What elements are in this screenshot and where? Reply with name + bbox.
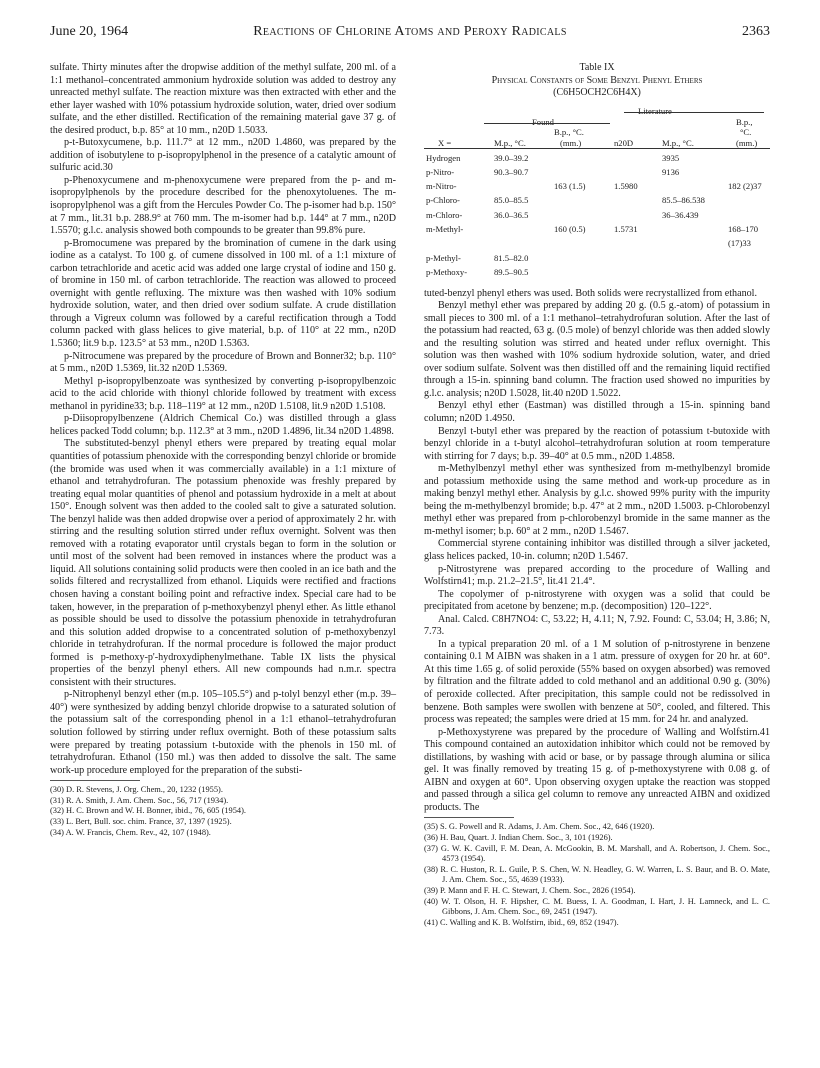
footnote: (34) A. W. Francis, Chem. Rev., 42, 107 (1948). [50, 827, 211, 837]
footnote: (37) G. W. K. Cavill, F. M. Dean, A. McGookin, B. M. Marshall, and A. Robertson, J. Chem. Soc., 4573 (1954). [424, 843, 770, 864]
footnote: (33) L. Bert, Bull. soc. chim. France, 37, 1397 (1925). [50, 816, 232, 826]
footnote: (32) H. C. Brown and W. H. Bonner, ibid., 76, 605 (1954). [50, 806, 246, 816]
paragraph: Methyl p-isopropylbenzoate was synthesized by converting p-isopropylbenzoic acid to the acid chloride with thionyl chloride followed by treatment with excess methanol in pyridine33; b.p. 118–119° at 12 mm., n20D 1.5108, lit.9 n20D 1.5108. [50, 375, 396, 412]
left-column [50, 62, 396, 838]
paragraph: tuted-benzyl phenyl ethers was used. Both solids were recrystallized from ethanol. [424, 287, 757, 299]
col-bp-header: B.p., °C. [554, 126, 584, 137]
footnote: (38) R. C. Huston, R. L. Guile, P. S. Chen, W. N. Headley, G. W. Warren, L. S. Baur, and B. O. Mate, J. Am. Chem. Soc., 55, 4639 (1933). [424, 864, 770, 885]
paragraph: p-Phenoxycumene and m-phenoxycumene were prepared from the p- and m-isopropylphenols by the procedure described for the phenoxytoluenes. The m-isopropylphenol was a gift from the Hercules Powder Co. The p-isomer had b.p. 150° at 7 mm., lit.31 b.p. 288.9° at 760 mm. The m-isomer had b.p. 144° at 7 mm., n20D 1.5570; g.l.c. analysis showed both compounds to be greater than 99.8% pure. [50, 174, 396, 237]
paragraph: In a typical preparation 20 ml. of a 1 M solution of p-nitrostyrene in benzene containing 0.1 M AIBN was shaken in a 1 atm. pressure of oxygen for 20 hr. at 60°. At this time 1.65 g. of solid peroxide (55% based on oxygen absorbed) was removed by filtration and the filtrate added to cold methanol and an additional 0.90 g. (30%) of peroxide collected. After precipitation, this sample could not be redissolved in benzene. Both samples were swollen with benzene at 50°, cooled, and filtered. This process was repeated; the samples were dried at 15 mm. for 24 hr. and analyzed. [424, 638, 770, 726]
paragraph: p-Diisopropylbenzene (Aldrich Chemical Co.) was distilled through a glass helices packed Todd column; b.p. 112.3° at 3 mm., n20D 1.4896, lit.34 n20D 1.4898. [50, 413, 396, 437]
table-cell-lmp: 85.5–86.538 [662, 195, 705, 206]
table-cell-bp: 163 (1.5) [554, 181, 586, 192]
paragraph: p-t-Butoxycumene, b.p. 111.7° at 12 mm., n20D 1.4860, was prepared by the addition of isobutylene to p-isopropylphenol in the presence of a catalytic amount of sulfuric acid.30 [50, 137, 396, 174]
header-date: June 20, 1964 [50, 24, 129, 39]
paragraph: m-Methylbenzyl methyl ether was synthesized from m-methylbenzyl bromide and potassium methoxide using the same method and work-up procedure as in making benzyl methyl ether. Analysis by g.l.c. showed 99% purity with the impurity being the m-methylbenzyl bromide; b.p. 47° at 2 mm., n20D 1.5003. p-Chlorobenzyl methyl ether was prepared from p-chlorobenzyl bromide in the same manner as the m-methyl isomer; b.p. 60° at 2 mm., n20D 1.5467. [424, 463, 770, 537]
table-cell-lmp: 3935 [662, 152, 680, 163]
paragraph: Commercial styrene containing inhibitor was distilled through a silver jacketed, glass helices packed, 10-in. column; n20D 1.5467. [424, 538, 770, 562]
table-cell-lbp: 168–170 [728, 224, 759, 234]
table-cell-lmp: 36–36.439 [662, 209, 699, 220]
footnote: (35) S. G. Powell and R. Adams, J. Am. Chem. Soc., 42, 646 (1920). [424, 822, 655, 832]
header-rule [424, 148, 770, 149]
paragraph: p-Bromocumene was prepared by the bromination of cumene in the dark using iodine as a catalyst. To 100 g. of cumene dissolved in 100 ml. of a 1:1 mixture of carbon tetrachloride and acetic acid was added one large crystal of iodine and 150 g. of bromine in 150 ml. of carbon tetrachloride. The reaction was allowed to proceed overnight with gentle refluxing. The mixture was then washed with 10% sodium hydroxide solution, water, and then dried over sodium sulfate. A crude distillation through a Vigreux column was followed by a careful rectification through a Todd column packed with glass helices to give material, b.p. of 110° at 22 mm., n20D 1.5360; lit.9 b.p. 123.5° at 53 mm., n20D 1.5363. [50, 237, 396, 350]
col-bp-unit-header: (mm.) [560, 137, 582, 148]
table-cell-mp: 85.0–85.5 [494, 195, 529, 206]
col-x-header: X = [438, 137, 452, 148]
col-lit-mp-header: M.p., °C. [662, 137, 694, 148]
col-nd-header: n20D [614, 137, 634, 148]
table-title: Physical Constants of Some Benzyl Phenyl Ethers [491, 74, 703, 86]
footnote: (30) D. R. Stevens, J. Org. Chem., 20, 1232 (1955). [50, 785, 223, 795]
right-column [424, 62, 770, 928]
table-cell-lbp: 182 (2)37 [728, 181, 762, 192]
physical-constants-table [424, 104, 770, 288]
table-cell-x: m-Chloro- [426, 209, 463, 220]
table-cell-bp: 160 (0.5) [554, 224, 586, 234]
table-cell-x: p-Methoxy- [426, 266, 468, 277]
paragraph: Anal. Calcd. C8H7NO4: C, 53.22; H, 4.11; N, 7.92. Found: C, 53.04; H, 3.86; N, 7.73. [424, 613, 770, 638]
table-cell-mp: 36.0–36.5 [494, 209, 529, 220]
table-cell-x: Hydrogen [426, 152, 461, 163]
table-cell-lbp: (17)33 [728, 238, 751, 249]
table-cell-x: m-Nitro- [426, 181, 457, 192]
paragraph: p-Nitrostyrene was prepared according to the procedure of Walling and Wolfstirn41; m.p. 21.2–21.5°, lit.41 21.4°. [424, 563, 770, 588]
group-found-label: Found [532, 116, 554, 127]
literature-rule [624, 112, 764, 113]
page-number: 2363 [742, 24, 770, 39]
footnote-rule [424, 817, 514, 818]
table-cell-x: p-Chloro- [426, 195, 460, 206]
running-header [50, 24, 770, 44]
footnote-rule [50, 780, 140, 781]
table-cell-mp: 90.3–90.7 [494, 166, 529, 177]
paragraph: The copolymer of p-nitrostyrene with oxygen was a solid that could be precipitated from acetone by benzene; m.p. (decomposition) 120–122°. [424, 588, 770, 613]
col-lit-bp-unit: °C. [740, 126, 752, 137]
table-label: Table IX [579, 62, 615, 73]
col-lit-bp-mm: (mm.) [736, 137, 758, 148]
table-cell-x: p-Methyl- [426, 252, 461, 263]
paragraph: p-Methoxystyrene was prepared by the procedure of Walling and Wolfstirn.41 This compound contained an autoxidation inhibitor which could not be removed by distillations, by washing with acid or base, or by passage through alumina or silica gel. It was finally removed by treating 15 g. of p-methoxystyrene with 0.08 g. of AIBN and oxygen at 60°. Upon observing oxygen uptake the reaction was stopped and passed through a silica gel column to remove any unreacted AIBN and oxidized products. The [424, 726, 770, 813]
footnote: (31) R. A. Smith, J. Am. Chem. Soc., 56, 717 (1934). [50, 795, 229, 805]
footnote: (40) W. T. Olson, H. F. Hipsher, C. M. Buess, I. A. Goodman, I. Hart, J. H. Lamneck, and L. C. Gibbons, J. Am. Chem. Soc., 69, 2451 (1947). [424, 896, 770, 917]
footnote: (36) H. Bau, Quart. J. Indian Chem. Soc., 3, 101 (1926). [424, 833, 613, 843]
footnote: (39) P. Mann and F. H. C. Stewart, J. Chem. Soc., 2826 (1954). [424, 886, 636, 896]
table-cell-lmp: 9136 [662, 166, 680, 177]
table-cell-x: m-Methyl- [426, 224, 464, 234]
paragraph: Benzyl methyl ether was prepared by adding 20 g. (0.5 g.-atom) of potassium in small pieces to 300 ml. of a 1:1 methanol–tetrahydrofuran solution. After the last of the potassium had reacted, 63 g. (0.5 mole) of benzyl chloride was then added slowly and the resulting solution was stirred and heated under reflux overnight. This solution was then washed with 10% sodium hydroxide solution, water, and dried over sodium sulfate. Solvent was then distilled off and the remaining liquid rectified through a 15-in. spinning band column. The fraction used showed no impurities by g.l.c. analysis; n20D 1.5028, lit.40 n20D 1.5022. [424, 300, 770, 399]
table-cell-x: p-Nitro- [426, 166, 455, 177]
table-formula: (C6H5OCH2C6H4X) [553, 87, 641, 98]
table-cell-mp: 81.5–82.0 [494, 252, 529, 263]
group-literature-label: Literature [638, 105, 672, 116]
paragraph: p-Nitrophenyl benzyl ether (m.p. 105–105.5°) and p-tolyl benzyl ether (m.p. 39–40°) were synthesized by adding benzyl chloride dropwise to a saturated solution of the potassium salt of the corresponding phenol in a 1:1 ethanol–tetrahydrofuran solution followed by stirring under reflux overnight. Both of these potassium salts were prepared by treating potassium t-butoxide with the phenols in 150 ml. of tetrahydrofuran. Ethanol (150 ml.) was then added to dissolve the salt. The same work-up procedure employed for the preparation of the substi- [50, 689, 396, 776]
paragraph: sulfate. Thirty minutes after the dropwise addition of the methyl sulfate, 200 ml. of a 1:1 methanol–concentrated ammonium hydroxide solution was added to destroy any unreacted methyl sulfate. The reaction mixture was then extracted with ether and the ether layer washed with 10% potassium hydroxide solution, water, dried over sodium sulfate, and the ether distilled. Rectification of the remaining material gave 37 g. of the desired product, b.p. 85° at 10 mm., n20D 1.5033. [50, 62, 396, 136]
header-title: Reactions of Chlorine Atoms and Peroxy Radicals [253, 24, 567, 39]
paragraph: Benzyl ethyl ether (Eastman) was distilled through a 15-in. spinning band column; n20D 1.4950. [424, 400, 770, 424]
col-lit-bp-header: B.p., [736, 116, 753, 127]
paragraph: The substituted-benzyl phenyl ethers were prepared by treating equal molar quantities of potassium phenoxide with the corresponding benzyl chloride or bromide (the bromide was used when it was commercially available) in a 1:1 mixture of ethanol and tetrahydrofuran. The potassium phenoxide was freshly prepared by treating equal molar quantities of phenol and potassium hydroxide in a melt at about 150°. Enough solvent was then added to the cooled salt to give a saturated solution. The benzyl halide was then added dropwise over a period of approximately 2 hr. with stirring and the resulting solution stirred under reflux overnight. Solvent was then removed with a rotating evaporator until crystals began to form in the solution or until most of the solvent had been removed in instances where the product was a liquid. All solutions containing solid products were then cooled in an ice bath and the solids filtered and recrystallized from ethanol. Liquids were rectified and fractions chosen having a constant boiling point and refractive index. Special care had to be taken, however, in the preparation of p-methoxybenzyl phenyl ether. As little ethanol as possible should be used to dissolve the potassium phenoxide in tetrahydrofuran and this solution added dropwise to a concentrated solution of p-methoxybenzyl chloride in tetrahydrofuran. If the normal procedure is followed the major product formed is p-methoxy-p'-hydroxydiphenylmethane. Table IX lists the physical properties of the benzyl phenyl ethers. All new compounds had n.m.r. spectra consistent with their structures. [50, 438, 396, 688]
table-caption [424, 62, 770, 100]
paragraph: p-Nitrocumene was prepared by the procedure of Brown and Bonner32; b.p. 110° at 5 mm., n20D 1.5369, lit.32 n20D 1.5369. [50, 350, 396, 375]
found-rule [484, 123, 610, 124]
paragraph: Benzyl t-butyl ether was prepared by the reaction of potassium t-butoxide with benzyl chloride in a t-butyl alcohol–tetrahydrofuran solution at room temperature with stirring for 7 days; b.p. 39–40° at 0.5 mm., n20D 1.4858. [424, 425, 770, 462]
table-cell-mp: 39.0–39.2 [494, 152, 529, 163]
table-cell-mp: 89.5–90.5 [494, 266, 529, 277]
col-mp-header: M.p., °C. [494, 137, 526, 148]
footnote: (41) C. Walling and K. B. Wolfstirn, ibid., 69, 852 (1947). [424, 917, 619, 927]
footnotes-left [50, 780, 396, 838]
table-cell-nd: 1.5731 [614, 224, 638, 234]
footnotes-right [424, 817, 770, 928]
table-cell-nd: 1.5980 [614, 181, 638, 192]
